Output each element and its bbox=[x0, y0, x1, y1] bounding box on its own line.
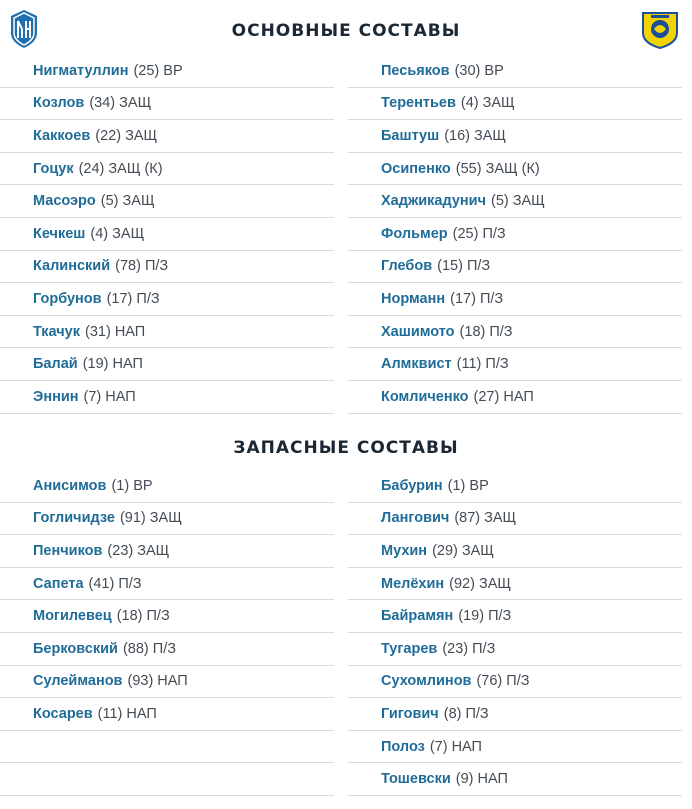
player-name[interactable]: Ткачук bbox=[33, 323, 81, 340]
home-starter-row bbox=[0, 218, 334, 251]
player-name[interactable]: Сапета bbox=[33, 575, 84, 592]
player-info: (25) П/З bbox=[452, 225, 506, 242]
player-name[interactable]: Норманн bbox=[381, 290, 446, 307]
player-info: (18) П/З bbox=[116, 608, 170, 625]
player-info: (7) НАП bbox=[429, 738, 482, 755]
away-starter-row bbox=[348, 381, 682, 414]
home-starter-row bbox=[0, 316, 334, 349]
player-info: (8) П/З bbox=[443, 705, 489, 722]
home-starting-lineup bbox=[0, 55, 334, 414]
player-name[interactable]: Гогличидзе bbox=[33, 510, 115, 527]
away-starter-row bbox=[348, 348, 682, 381]
away-sub-row bbox=[348, 568, 682, 601]
player-info: (9) НАП bbox=[455, 771, 508, 788]
player-name[interactable]: Масоэро bbox=[33, 193, 96, 210]
player-info: (22) ЗАЩ bbox=[95, 127, 158, 144]
home-starter-row bbox=[0, 88, 334, 121]
player-info: (23) ЗАЩ bbox=[107, 542, 170, 559]
player-name[interactable]: Могилевец bbox=[33, 608, 112, 625]
player-name[interactable]: Эннин bbox=[33, 388, 79, 405]
player-name[interactable]: Осипенко bbox=[381, 160, 451, 177]
away-starter-row bbox=[348, 251, 682, 284]
player-name[interactable]: Хаджикадунич bbox=[381, 193, 486, 210]
player-info: (91) ЗАЩ bbox=[119, 510, 182, 527]
player-info: (1) ВР bbox=[447, 477, 489, 494]
player-name[interactable]: Хашимото bbox=[381, 323, 455, 340]
player-info: (19) НАП bbox=[82, 356, 143, 373]
home-sub-row bbox=[0, 698, 334, 731]
away-starter-row bbox=[348, 88, 682, 121]
home-starter-row bbox=[0, 153, 334, 186]
player-name[interactable]: Козлов bbox=[33, 95, 85, 112]
player-info: (24) ЗАЩ (К) bbox=[78, 160, 163, 177]
player-info: (93) НАП bbox=[127, 673, 188, 690]
away-sub-row bbox=[348, 666, 682, 699]
player-name[interactable]: Каккоев bbox=[33, 127, 91, 144]
away-starter-row bbox=[348, 120, 682, 153]
player-info: (4) ЗАЩ bbox=[90, 225, 145, 242]
home-starter-row bbox=[0, 55, 334, 88]
player-info: (25) ВР bbox=[133, 62, 183, 79]
home-substitutes bbox=[0, 470, 334, 796]
player-name[interactable]: Гоцук bbox=[33, 160, 74, 177]
player-name[interactable]: Терентьев bbox=[381, 95, 456, 112]
player-info: (29) ЗАЩ bbox=[432, 542, 494, 559]
player-info: (1) ВР bbox=[111, 477, 153, 494]
home-starter-row bbox=[0, 283, 334, 316]
player-name[interactable]: Песьяков bbox=[381, 62, 450, 79]
home-sub-row bbox=[0, 503, 334, 536]
player-name[interactable]: Тугарев bbox=[381, 640, 438, 657]
player-info: (7) НАП bbox=[83, 388, 136, 405]
subs-header bbox=[0, 425, 692, 470]
player-info: (34) ЗАЩ bbox=[89, 95, 152, 112]
player-info: (88) П/З bbox=[122, 640, 176, 657]
player-info: (17) П/З bbox=[450, 290, 504, 307]
away-sub-row bbox=[348, 698, 682, 731]
home-starter-row bbox=[0, 120, 334, 153]
player-info: (17) П/З bbox=[106, 290, 160, 307]
player-info: (19) П/З bbox=[458, 608, 512, 625]
main-lineups-header bbox=[0, 0, 692, 55]
player-name[interactable]: Комличенко bbox=[381, 388, 469, 405]
player-info: (4) ЗАЩ bbox=[460, 95, 515, 112]
away-sub-row bbox=[348, 600, 682, 633]
home-sub-row bbox=[0, 600, 334, 633]
player-info: (11) НАП bbox=[97, 705, 157, 722]
player-info: (31) НАП bbox=[85, 323, 146, 340]
main-lineups-title: ОСНОВНЫЕ СОСТАВЫ bbox=[231, 21, 461, 41]
away-sub-row bbox=[348, 633, 682, 666]
player-name[interactable]: Анисимов bbox=[33, 477, 107, 494]
away-sub-row bbox=[348, 535, 682, 568]
home-sub-row bbox=[0, 666, 334, 699]
away-sub-row bbox=[348, 503, 682, 536]
away-starting-lineup bbox=[348, 55, 682, 414]
player-name[interactable]: Мелёхин bbox=[381, 575, 445, 592]
player-info: (18) П/З bbox=[459, 323, 513, 340]
player-name[interactable]: Калинский bbox=[33, 258, 111, 275]
player-info: (41) П/З bbox=[88, 575, 142, 592]
player-info: (16) ЗАЩ bbox=[444, 127, 507, 144]
home-starter-row bbox=[0, 251, 334, 284]
home-sub-row bbox=[0, 633, 334, 666]
away-starter-row bbox=[348, 185, 682, 218]
player-info: (15) П/З bbox=[437, 258, 491, 275]
player-info: (23) П/З bbox=[442, 640, 496, 657]
player-info: (78) П/З bbox=[115, 258, 169, 275]
player-info: (27) НАП bbox=[473, 388, 534, 405]
player-info: (5) ЗАЩ bbox=[100, 193, 155, 210]
home-sub-row bbox=[0, 535, 334, 568]
player-info: (30) ВР bbox=[454, 62, 504, 79]
player-info: (92) ЗАЩ bbox=[449, 575, 511, 592]
player-info: (55) ЗАЩ (К) bbox=[455, 160, 540, 177]
away-sub-row bbox=[348, 731, 682, 764]
player-name[interactable]: Глебов bbox=[381, 258, 433, 275]
away-substitutes bbox=[348, 470, 682, 796]
home-starter-row bbox=[0, 381, 334, 414]
player-name[interactable]: Бабурин bbox=[381, 477, 443, 494]
player-name[interactable]: Пенчиков bbox=[33, 542, 103, 559]
home-sub-row bbox=[0, 568, 334, 601]
away-starter-row bbox=[348, 55, 682, 88]
home-sub-row bbox=[0, 470, 334, 503]
away-sub-row bbox=[348, 470, 682, 503]
player-name[interactable]: Фольмер bbox=[381, 225, 448, 242]
player-info: (76) П/З bbox=[476, 673, 530, 690]
player-name[interactable]: Алмквист bbox=[381, 356, 452, 373]
player-name[interactable]: Балай bbox=[33, 356, 78, 373]
player-info: (11) П/З bbox=[456, 356, 509, 373]
away-starter-row bbox=[348, 218, 682, 251]
player-name[interactable]: Тошевски bbox=[381, 771, 451, 788]
empty-row bbox=[0, 731, 334, 764]
player-name[interactable]: Горбунов bbox=[33, 290, 102, 307]
player-info: (87) ЗАЩ bbox=[454, 510, 517, 527]
player-info: (5) ЗАЩ bbox=[491, 193, 545, 210]
player-name[interactable]: Сухомлинов bbox=[381, 673, 472, 690]
away-sub-row bbox=[348, 763, 682, 796]
away-team-logo-icon bbox=[640, 9, 680, 54]
player-name[interactable]: Лангович bbox=[381, 510, 450, 527]
player-name[interactable]: Гигович bbox=[381, 705, 439, 722]
empty-row bbox=[0, 763, 334, 796]
away-starter-row bbox=[348, 316, 682, 349]
player-name[interactable]: Сулейманов bbox=[33, 673, 123, 690]
subs-title: ЗАПАСНЫЕ СОСТАВЫ bbox=[233, 438, 459, 458]
player-name[interactable]: Берковский bbox=[33, 640, 118, 657]
player-name[interactable]: Байрамян bbox=[381, 608, 454, 625]
away-starter-row bbox=[348, 283, 682, 316]
player-name[interactable]: Баштуш bbox=[381, 127, 440, 144]
player-name[interactable]: Мухин bbox=[381, 542, 428, 559]
player-name[interactable]: Нигматуллин bbox=[33, 62, 129, 79]
home-starter-row bbox=[0, 185, 334, 218]
player-name[interactable]: Косарев bbox=[33, 705, 93, 722]
player-name[interactable]: Полоз bbox=[381, 738, 425, 755]
player-name[interactable]: Кечкеш bbox=[33, 225, 86, 242]
home-starter-row bbox=[0, 348, 334, 381]
away-starter-row bbox=[348, 153, 682, 186]
